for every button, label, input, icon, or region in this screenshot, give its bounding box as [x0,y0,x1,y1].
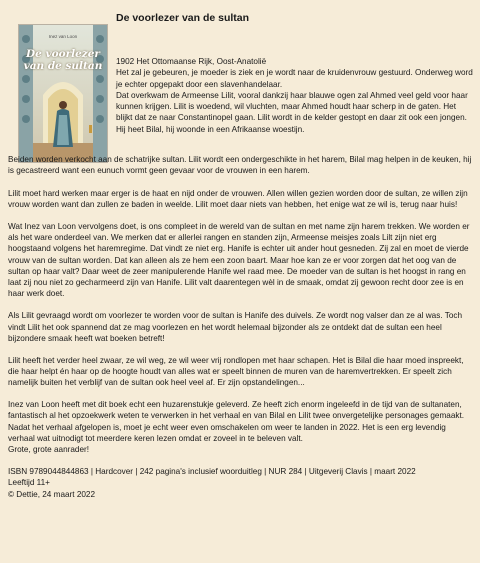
paragraph-4: Als Lilit gevraagd wordt om voorlezer te worden voor de sultan is Hanife des duivels. Ze wordt nog valser dan ze al was. Toch vindt Lilit het ook spannend dat ze mag voorlezen en het wordt helemaal bijzonder als ze ontdekt dat de sultan een heel bijzondere smaak heeft wat boeken betreft! [8,311,463,343]
review-body [8,154,474,500]
cover-author: Inez van Loon [48,34,78,39]
intro-block [116,56,474,135]
intro-paragraph-1: Het zal je gebeuren, je moeder is ziek en je wordt naar de kruidenvrouw gestuurd. Onderweg word je echter opgepakt door een slavenhandelaar. [116,68,473,89]
paragraph-2: Lilit moet hard werken maar erger is de haat en nijd onder de vrouwen. Allen willen gezien worden door de sultan, ze willen zijn vrouw worden want dan zullen ze baden in weelde. Lilit moet daar niets van hebben, het enige wat ze wil is, terug naar huis! [8,188,468,209]
paragraph-3: Wat Inez van Loon vervolgens doet, is ons compleet in de wereld van de sultan en met name zijn harem trekken. We worden er als het ware onderdeel van. We merken dat er allerlei rangen en standen zijn, Armeense meisjes zoals Lilt zijn niet erg hoogstaand volgens het haremregime. Dat vindt ze niet erg. Hanife is echter uit ander hout gesneden. Zij zal en moet de vierde vrouw van de sultan worden. Dat kan alleen als ze hem een zoon baart. Maar hoe kan ze er voor zorgen dat het oog van de sultan op haar valt? Daar weet de zeer manipulerende Hanife wel raad mee. De moeder van de sultan is het hoogst in rang en laat zij nou niet zo gecharmeerd zijn van Hanife. Lilit valt daarentegen wèl in de smaak, omdat zij gewoon recht door zee is en haar werk doet. [8,221,470,299]
setting-line: 1902 Het Ottomaanse Rijk, Oost-Anatolië [116,57,267,66]
cover-title-line-2: van de sultan [23,60,103,72]
copyright-line: © Dettie, 24 maart 2022 [8,489,96,499]
cover-illustration [19,25,107,162]
book-cover-image[interactable] [18,24,108,163]
page-title: De voorlezer van de sultan [116,12,250,24]
age-rating: Leeftijd 11+ [8,478,50,488]
intro-paragraph-2: Dat overkwam de Armeense Lilit, vooral dankzij haar blauwe ogen zal Ahmed veel geld voor haar kunnen krijgen. Lilit is woedend, wil vluchten, maar Ahmed houdt haar scherp in de gaten. Het blijkt dat ze naar Constantinopel gaan. Lilit wordt in de kelder gestopt en daar zit ook een jongen. Hij heet Bilal, hij woonde in een Afrikaanse woestijn. [116,90,468,134]
paragraph-1: Beiden worden verkocht aan de schatrijke sultan. Lilit wordt een ondergeschikte in het harem, Bilal mag helpen in de keuken, hij is gecastreerd want een eunuch vormt geen gevaar voor de vrouwen in een harem. [8,155,472,176]
book-details: ISBN 9789044844863 | Hardcover | 242 pagina's inclusief woorduitleg | NUR 284 | Uitgeverij Clavis | maart 2022 [8,467,416,477]
paragraph-6: Inez van Loon heeft met dit boek echt een huzarenstukje geleverd. Ze heeft zich enorm ingeleefd in de tijd van de sultanaten, fantastisch al het opzoekwerk weten te verwerken in het verhaal en van Bilal en Lilit twee onvergetelijke personages gemaakt. Nadat het verhaal afgelopen is, moet je echt weer even omschakelen om weer te landen in 2022. Het is een erg levendig verhaal wat uitnodigt tot meerdere keren lezen omdat er zoveel in te beleven valt. Grote, grote aanrader! [8,400,465,455]
cover-title-line-1: De voorlezer [26,48,100,60]
paragraph-5: Lilit heeft het verder heel zwaar, ze wil weg, ze wil weer vrij rondlopen met haar schapen. Het is Bilal die haar moed inspreekt, die haar helpt én haar op de hoogte houdt van alles wat er speelt binnen de muren van de haremvertrekken. Er speelt zich namelijk buiten het verblijf van de sultan ook heel veel af. Er zijn opstandelingen... [8,355,464,388]
